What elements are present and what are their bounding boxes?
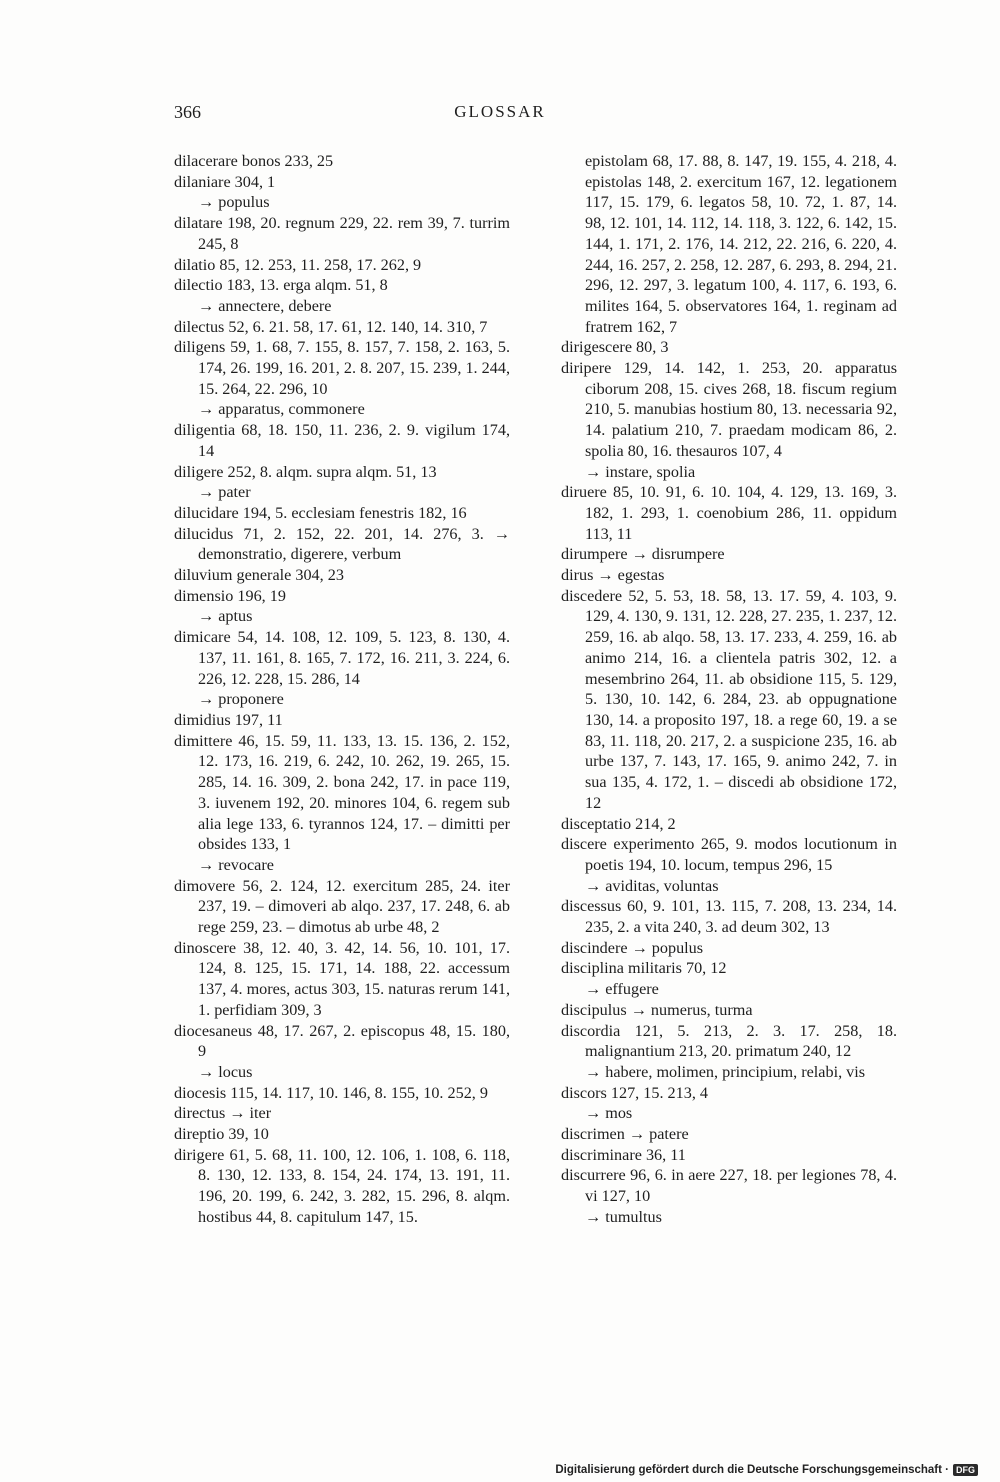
- glossary-entry: dimittere 46, 15. 59, 11. 133, 13. 15. 136, 2. 152, 12. 173, 16. 219, 6. 242, 10. 262, 19. 265, 15. 285, 14. 16. 309, 2. bona 242, 17. in pace 119, 3. iuvenem 192, 20. minores 104, 6. regem sub alia lege 133, 6. tyrannos 124, 17. – dimitti per obsides 133, 1: [174, 731, 510, 854]
- glossary-column-left: [174, 151, 510, 1228]
- page-header: [174, 102, 826, 132]
- cross-reference: → effugere: [585, 980, 659, 999]
- glossary-entry: diocesis 115, 14. 117, 10. 146, 8. 155, 10. 252, 9: [174, 1083, 488, 1102]
- glossary-entry: discedere 52, 5. 53, 18. 58, 13. 17. 59, 4. 103, 9. 129, 4. 130, 9. 131, 12. 228, 27. 235, 1. 237, 12. 259, 16. ab alqo. 58, 13. 17. 233, 4. 259, 16. ab animo 214, 16. a clientela patris 302, 12. a mesembrino 264, 11. ab obsidione 115, 5. 129, 5. 130, 10. 142, 6. 284, 23. ab oppugnatione 130, 14. a proposito 197, 18. a rege 60, 19. a se 83, 11. 118, 20. 217, 2. a suspicione 235, 16. ab urbe 137, 7. 143, 17. 165, 9. animo 242, 7. in sua 135, 4. 172, 1. – discedi ab obsidione 172, 12: [561, 586, 897, 812]
- glossary-entry: discipulus → numerus, turma: [561, 1000, 753, 1019]
- cross-reference: → instare, spolia: [585, 462, 696, 481]
- glossary-entry: dilectio 183, 13. erga alqm. 51, 8: [174, 276, 388, 295]
- cross-reference: → locus: [198, 1062, 253, 1081]
- glossary-entry: discriminare 36, 11: [561, 1145, 686, 1164]
- cross-reference: → annectere, debere: [198, 296, 332, 315]
- glossary-entry: dilucidare 194, 5. ecclesiam fenestris 182, 16: [174, 503, 467, 522]
- glossary-entry: disceptatio 214, 2: [561, 814, 676, 833]
- cross-reference: → proponere: [198, 690, 284, 709]
- glossary-entry: dirumpere → disrumpere: [561, 545, 725, 564]
- glossary-entry: dimicare 54, 14. 108, 12. 109, 5. 123, 8. 130, 4. 137, 11. 161, 8. 165, 7. 172, 16. 211, 3. 224, 6. 226, 12. 228, 15. 286, 14: [174, 628, 510, 688]
- entry-continuation: epistolam 68, 17. 88, 8. 147, 19. 155, 4. 218, 4. epistolas 148, 2. exercitum 167, 12. legationem 117, 15. 179, 6. legatos 58, 10. 72, 1. 87, 14. 98, 12. 101, 14. 112, 14. 118, 3. 122, 6. 142, 15. 144, 1. 171, 2. 176, 14. 212, 22. 216, 6. 220, 4. 244, 16. 257, 2. 258, 12. 287, 6. 293, 8. 294, 21. 296, 12. 297, 3. legatum 100, 4. 117, 6. 193, 6. milites 164, 5. observatores 164, 1. reginam ad fratrem 162, 7: [585, 152, 897, 336]
- cross-reference: → apparatus, commonere: [198, 400, 365, 419]
- cross-reference: → aviditas, voluntas: [585, 876, 719, 895]
- glossary-entry: dilatio 85, 12. 253, 11. 258, 17. 262, 9: [174, 255, 422, 274]
- glossary-entry: discors 127, 15. 213, 4: [561, 1083, 709, 1102]
- cross-reference: → pater: [198, 483, 251, 502]
- glossary-entry: discessus 60, 9. 101, 13. 115, 7. 208, 13. 234, 14. 235, 2. a vita 240, 3. ad deum 302, 13: [561, 897, 897, 937]
- cross-reference: → habere, molimen, principium, relabi, vis: [585, 1062, 866, 1081]
- glossary-entry: dimidius 197, 11: [174, 710, 283, 729]
- glossary-entry: diluvium generale 304, 23: [174, 566, 344, 585]
- glossary-entry: diligere 252, 8. alqm. supra alqm. 51, 13: [174, 462, 437, 481]
- glossary-entry: diligens 59, 1. 68, 7. 155, 8. 157, 7. 158, 2. 163, 5. 174, 26. 199, 16. 201, 2. 8. 207, 15. 239, 1. 244, 15. 264, 22. 296, 10: [174, 338, 510, 398]
- glossary-entry: dirus → egestas: [561, 566, 665, 585]
- digitization-footer: [555, 1464, 978, 1476]
- glossary-entry: dilectus 52, 6. 21. 58, 17. 61, 12. 140, 14. 310, 7: [174, 317, 488, 336]
- cross-reference: → aptus: [198, 607, 253, 626]
- running-title: GLOSSAR: [454, 102, 546, 121]
- glossary-entry: dimovere 56, 2. 124, 12. exercitum 285, 24. iter 237, 19. – dimoveri ab alqo. 237, 17. 248, 6. ab rege 259, 23. – dimotus ab urbe 48, 2: [174, 876, 510, 937]
- glossary-entry: dirigescere 80, 3: [561, 338, 669, 357]
- glossary-entry: diocesaneus 48, 17. 267, 2. episcopus 48, 15. 180, 9: [174, 1021, 510, 1061]
- glossary-entry: discurrere 96, 6. in aere 227, 18. per legiones 78, 4. vi 127, 10: [561, 1166, 897, 1206]
- glossary-entry: dilaniare 304, 1: [174, 172, 276, 191]
- cross-reference: → revocare: [198, 855, 274, 874]
- glossary-entry: dilatare 198, 20. regnum 229, 22. rem 39, 7. turrim 245, 8: [174, 214, 510, 253]
- glossary-entry: discindere → populus: [561, 938, 704, 957]
- glossary-entry: discere experimento 265, 9. modos locutionum in poetis 194, 10. locum, tempus 296, 15: [561, 835, 897, 874]
- dfg-logo: DFG: [953, 1464, 978, 1476]
- glossary-entry: dilucidus 71, 2. 152, 22. 201, 14. 276, 3. → demonstratio, digerere, verbum: [174, 524, 510, 564]
- cross-reference: → mos: [585, 1104, 633, 1123]
- glossary-entry: directus → iter: [174, 1104, 272, 1123]
- glossary-column-right: [561, 151, 897, 1228]
- glossary-entry: direptio 39, 10: [174, 1125, 269, 1144]
- glossary-entry: dimensio 196, 19: [174, 586, 286, 605]
- glossary-entry: disciplina militaris 70, 12: [561, 959, 727, 978]
- glossary-entry: dinoscere 38, 12. 40, 3. 42, 14. 56, 10. 101, 17. 124, 8. 125, 15. 171, 14. 188, 22. accessum 137, 4. mores, actus 303, 15. naturas rerum 141, 1. perfidiam 309, 3: [174, 938, 510, 1019]
- page-number: 366: [174, 102, 201, 122]
- glossary-entry: discrimen → patere: [561, 1125, 689, 1144]
- glossary-entry: discordia 121, 5. 213, 2. 3. 17. 258, 18. malignantium 213, 20. primatum 240, 12: [561, 1021, 897, 1061]
- glossary-entry: dilacerare bonos 233, 25: [174, 152, 334, 170]
- cross-reference: → tumultus: [585, 1207, 662, 1226]
- glossary-entry: dirigere 61, 5. 68, 11. 100, 12. 106, 1. 108, 6. 118, 8. 130, 12. 133, 8. 154, 24. 174, 13. 191, 11. 196, 20. 199, 6. 242, 3. 282, 15. 296, 8. alqm. hostibus 44, 8. capitulum 147, 15.: [174, 1145, 510, 1226]
- glossary-entry: diligentia 68, 18. 150, 11. 236, 2. 9. vigilum 174, 14: [174, 421, 510, 460]
- footer-text: Digitalisierung gefördert durch die Deutsche Forschungsgemeinschaft ·: [555, 1464, 949, 1476]
- glossary-entry: diruere 85, 10. 91, 6. 10. 104, 4. 129, 13. 169, 3. 182, 1. 293, 1. coenobium 286, 11. oppidum 113, 11: [561, 483, 897, 543]
- cross-reference: → populus: [198, 193, 270, 212]
- glossary-entry: diripere 129, 14. 142, 1. 253, 20. apparatus ciborum 208, 15. cives 268, 18. fiscum regium 210, 5. manubias hostium 80, 13. necessaria 92, 14. palatium 210, 7. praedam modicam 86, 2. spolia 80, 16. thesauros 107, 4: [561, 359, 897, 460]
